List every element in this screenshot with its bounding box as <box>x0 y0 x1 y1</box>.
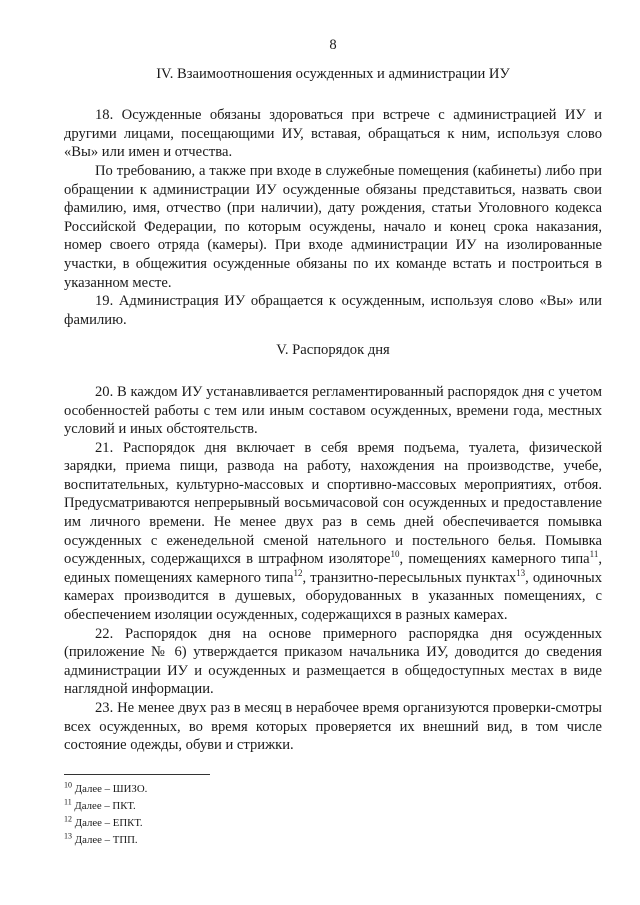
footnote-mark: 13 <box>64 831 72 841</box>
paragraph-21 <box>64 439 602 625</box>
footnote-12 <box>64 815 210 832</box>
paragraph-19: 19. Администрация ИУ обращается к осужденным, используя слово «Вы» или фамилию. <box>64 293 602 328</box>
paragraph-21-text-5: , одиночных камерах производится в душевых, оборудованных в указанных помещениях, с обеспечением изоляции осужденных, содержащихся в разных камерах. <box>64 569 603 624</box>
footnote-ref-10: 10 <box>390 549 400 560</box>
paragraph-18: 18. Осужденные обязаны здороваться при встрече с администрацией ИУ и другими лицами, посещающими ИУ, вставая, обращаться к ним, используя слово «Вы» или имен и отчества. <box>64 107 602 161</box>
paragraph-21-text-2: , помещениях камерного типа <box>399 551 590 568</box>
footnote-13 <box>64 832 210 849</box>
paragraph-23: 23. Не менее двух раз в месяц в нерабочее время организуются проверки-смотры всех осужденных, во время которых проверяется их внешний вид, в том числе состояние одежды, обуви и стрижки. <box>64 700 602 754</box>
footnote-text: Далее – ЕПКТ. <box>74 817 143 829</box>
footnotes <box>64 774 210 849</box>
footnote-text: Далее – ТПП. <box>74 834 138 846</box>
footnote-separator <box>64 774 210 775</box>
footnote-mark: 11 <box>64 797 72 807</box>
footnote-10 <box>64 781 210 798</box>
paragraph-21-text-4: , транзитно-пересыльных пунктах <box>302 569 517 586</box>
footnote-mark: 10 <box>64 780 72 790</box>
paragraph-18-continued: По требованию, а также при входе в служебные помещения (кабинеты) либо при обращении к администрации ИУ осужденные обязаны представиться, назвать свои фамилию, имя, отчество (при наличии), дату рождения, статьи Уголовного кодекса Российской Федерации, по которым осуждены, начало и конец срока наказания, номер своего отряда (камеры). При входе администрации ИУ на изолированные участки, в общежития осужденные обязаны по их команде встать и построиться в указанном месте. <box>64 162 602 291</box>
page-number: 8 <box>329 37 337 53</box>
footnote-ref-12: 12 <box>293 567 303 578</box>
section-v-heading: V. Распорядок дня <box>276 342 390 359</box>
paragraph-21-text-1: 21. Распорядок дня включает в себя время подъема, туалета, физической зарядки, приема пищи, развода на работу, нахождения на производстве, учебе, воспитательных, культурно-массовых и спортивно-массовых мероприятиях, отбоя. Предусматриваются непрерывный восьмичасовой сон осужденных и предоставление им личного времени. Не менее двух раз в семь дней обеспечивается помывка осужденных с еженедельной сменой нательного и постельного белья. Помывка осужденных, содержащихся в штрафном изоляторе <box>64 439 602 568</box>
footnote-ref-11: 11 <box>589 549 599 560</box>
footnote-mark: 12 <box>64 814 72 824</box>
paragraph-22: 22. Распорядок дня на основе примерного распорядка дня осужденных (приложение № 6) утверждается приказом начальника ИУ, доводится до сведения администрации ИУ и осужденных и размещается в общедоступных местах в виде наглядной информации. <box>64 625 602 698</box>
footnote-ref-13: 13 <box>516 567 526 578</box>
paragraph-20: 20. В каждом ИУ устанавливается регламентированный распорядок дня с учетом особенностей работы с тем или иным составом осужденных, времени года, местных условий и иных обстоятельств. <box>64 383 602 438</box>
footnote-text: Далее – ШИЗО. <box>74 783 148 795</box>
footnote-11 <box>64 798 210 815</box>
section-iv-heading: IV. Взаимоотношения осужденных и администрации ИУ <box>156 65 510 82</box>
footnote-text: Далее – ПКТ. <box>74 800 136 812</box>
paragraph-21-text-3: , единых помещениях камерного типа <box>64 551 602 586</box>
